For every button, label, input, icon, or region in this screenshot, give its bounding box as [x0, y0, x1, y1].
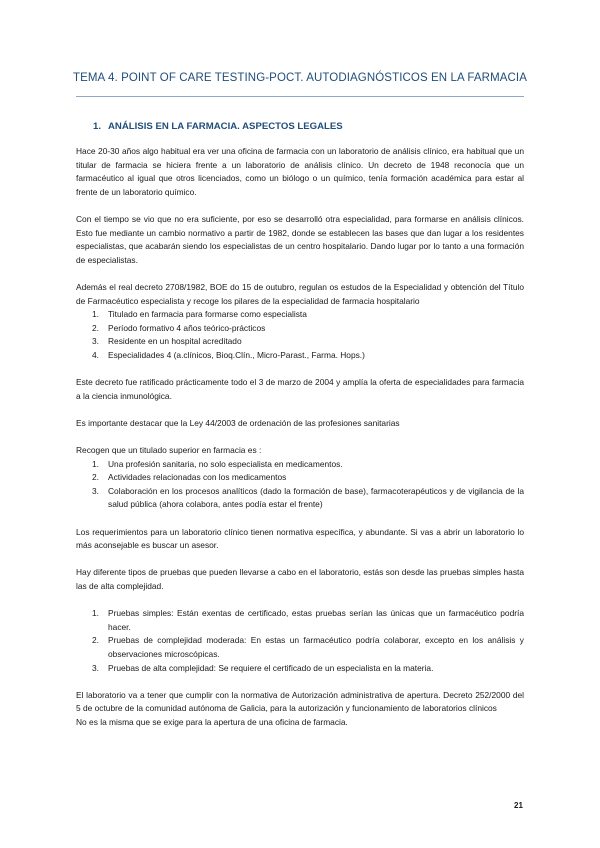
- list-item: [76, 458, 524, 472]
- paragraph: Con el tiempo se vio que no era suficiente, por eso se desarrolló otra especialidad, para formarse en análisis clínicos. Esto fue mediante un cambio normativo a partir de 1982, donde se establecen las bases que dan lugar a los residentes especialistas, que acabarán siendo los especialistas de un centro hospitalario. Dando lugar por lo tanto a una formación de especialistas.: [76, 213, 524, 265]
- list-item: [76, 662, 524, 676]
- page-title: TEMA 4. POINT OF CARE TESTING-POCT. AUTODIAGNÓSTICOS EN LA FARMACIA: [72, 72, 527, 84]
- section-number: 1.: [93, 121, 102, 132]
- list-item-number: 3.: [92, 336, 99, 347]
- list-item: [76, 322, 524, 336]
- list-item-text: Titulado en farmacia para formarse como especialista: [108, 309, 307, 320]
- list-item: [76, 607, 524, 634]
- list-item-text: Una profesión sanitaria, no solo especialista en medicamentos.: [108, 458, 343, 469]
- document-body: [76, 145, 524, 730]
- section-heading: [93, 121, 343, 132]
- list-item-number: 1.: [92, 608, 99, 619]
- list-item-number: 2.: [92, 322, 99, 333]
- list-item-number: 1.: [92, 309, 99, 320]
- page-number: 21: [514, 801, 523, 810]
- paragraph: Es importante destacar que la Ley 44/2003 de ordenación de las profesiones sanitarias: [76, 417, 400, 428]
- specialist-requirements-list: [76, 308, 524, 362]
- list-item: [76, 634, 524, 661]
- paragraph: El laboratorio va a tener que cumplir con la normativa de Autorización administrativa de apertura. Decreto 252/2000 del 5 de octubre de la comunidad autónoma de Galicia, para la autorización y funcionamiento de laboratorios clínicos: [76, 689, 524, 714]
- pharmacist-roles-list: [76, 458, 524, 512]
- list-item-text: Especialidades 4 (a.clínicos, Bioq.Clín., Micro-Parast., Farma. Hops.): [108, 349, 365, 360]
- paragraph: Además el real decreto 2708/1982, BOE do 15 de outubro, regulan os estudos de la Especialidad y obtención del Título de Farmacéutico especialista y recoge los pilares de la especialidad de farmacia hospitalario: [76, 281, 524, 306]
- paragraph: Los requerimientos para un laboratorio clínico tienen normativa específica, y abundante. Si vas a abrir un laboratorio lo más aconsejable es buscar un asesor.: [76, 526, 524, 551]
- list-item-number: 3.: [92, 662, 99, 673]
- list-item: [76, 349, 524, 363]
- title-divider: [76, 96, 524, 97]
- list-item-number: 2.: [92, 472, 99, 483]
- list-item-text: Pruebas simples: Están exentas de certificado, estas pruebas serían las únicas que un farmacéutico podría hacer.: [108, 608, 524, 632]
- list-item-number: 3.: [92, 485, 99, 496]
- list-item: [76, 308, 524, 322]
- list-item-text: Residente en un hospital acreditado: [108, 336, 242, 347]
- list-item-number: 4.: [92, 349, 99, 360]
- list-item: [76, 485, 524, 512]
- list-item-text: Período formativo 4 años teórico-prácticos: [108, 322, 266, 333]
- section-heading-text: ANÁLISIS EN LA FARMACIA. ASPECTOS LEGALES: [108, 121, 343, 132]
- list-item-text: Pruebas de complejidad moderada: En estas un farmacéutico podría colaborar, excepto en los análisis y observaciones microscópicas.: [108, 635, 524, 659]
- list-item-text: Actividades relacionadas con los medicamentos: [108, 472, 287, 483]
- list-item-number: 2.: [92, 635, 99, 646]
- list-item: [76, 335, 524, 349]
- paragraph: No es la misma que se exige para la apertura de una oficina de farmacia.: [76, 716, 348, 727]
- list-item-text: Colaboración en los procesos analíticos (dado la formación de base), farmacoterapéuticos y de vigilancia de la salud pública (ahora colabora, antes podía estar el frente): [108, 485, 524, 510]
- paragraph: Hay diferente tipos de pruebas que pueden llevarse a cabo en el laboratorio, estás son desde las pruebas simples hasta las de alta complejidad.: [76, 567, 524, 591]
- paragraph: Recogen que un titulado superior en farmacia es :: [76, 445, 262, 456]
- test-types-list: [76, 607, 524, 675]
- paragraph: Este decreto fue ratificado prácticamente todo el 3 de marzo de 2004 y amplía la oferta de especialidades para farmacia a la ciencia inmunológica.: [76, 377, 524, 401]
- list-item-number: 1.: [92, 458, 99, 469]
- list-item-text: Pruebas de alta complejidad: Se requiere el certificado de un especialista en la materia.: [108, 662, 434, 673]
- list-item: [76, 471, 524, 485]
- paragraph: Hace 20-30 años algo habitual era ver una oficina de farmacia con un laboratorio de análisis clínico, era habitual que un titular de farmacia se hiciera frente a un laboratorio de análisis clínico. Un decreto de 1948 reconocía que un farmacéutico al igual que otros licenciados, como un biólogo o un químico, tenía formación académica para estar al frente de un laboratorio químico.: [76, 146, 524, 197]
